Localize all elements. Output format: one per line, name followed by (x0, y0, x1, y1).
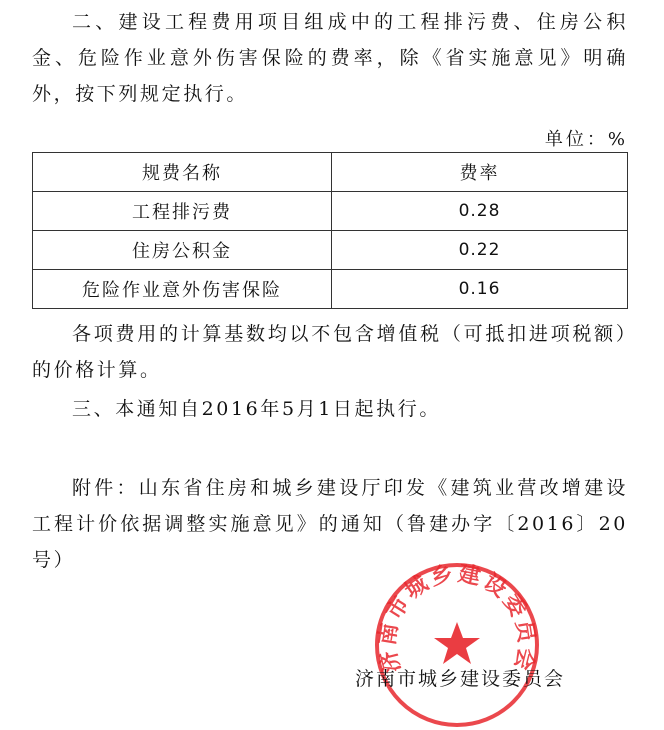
fee-rate-cell: 0.22 (332, 231, 628, 270)
paragraph-fee-rates: 二、建设工程费用项目组成中的工程排污费、住房公积金、危险作业意外伤害保险的费率，除《省实施意见》明确外，按下列规定执行。 (32, 11, 628, 105)
seal-star-icon (434, 622, 480, 664)
table-header-row (33, 153, 628, 192)
issuer-signature: 济南市城乡建设委员会 (355, 668, 566, 690)
table-row (33, 192, 628, 231)
unit-label: 单位：% (544, 129, 628, 150)
table-row (33, 231, 628, 270)
official-seal (372, 560, 542, 730)
attachment-note: 附件：山东省住房和城乡建设厅印发《建筑业营改增建设工程计价依据调整实施意见》的通知（鲁建办字〔2016〕20号） (32, 477, 628, 571)
fee-rate-table (32, 152, 628, 309)
fee-rate-cell: 0.28 (332, 192, 628, 231)
fee-rate-cell: 0.16 (332, 270, 628, 309)
fee-name-cell: 住房公积金 (33, 231, 332, 270)
header-fee-name: 规费名称 (33, 153, 332, 192)
table-row (33, 270, 628, 309)
fee-name-cell: 危险作业意外伤害保险 (33, 270, 332, 309)
calculation-note: 各项费用的计算基数均以不包含增值税（可抵扣进项税额）的价格计算。 (32, 323, 628, 381)
seal-text: 济南市城乡建设委员会 (374, 560, 540, 676)
paragraph-effective-date: 三、本通知自2016年5月1日起执行。 (72, 398, 441, 420)
fee-name-cell: 工程排污费 (33, 192, 332, 231)
header-rate: 费率 (332, 153, 628, 192)
